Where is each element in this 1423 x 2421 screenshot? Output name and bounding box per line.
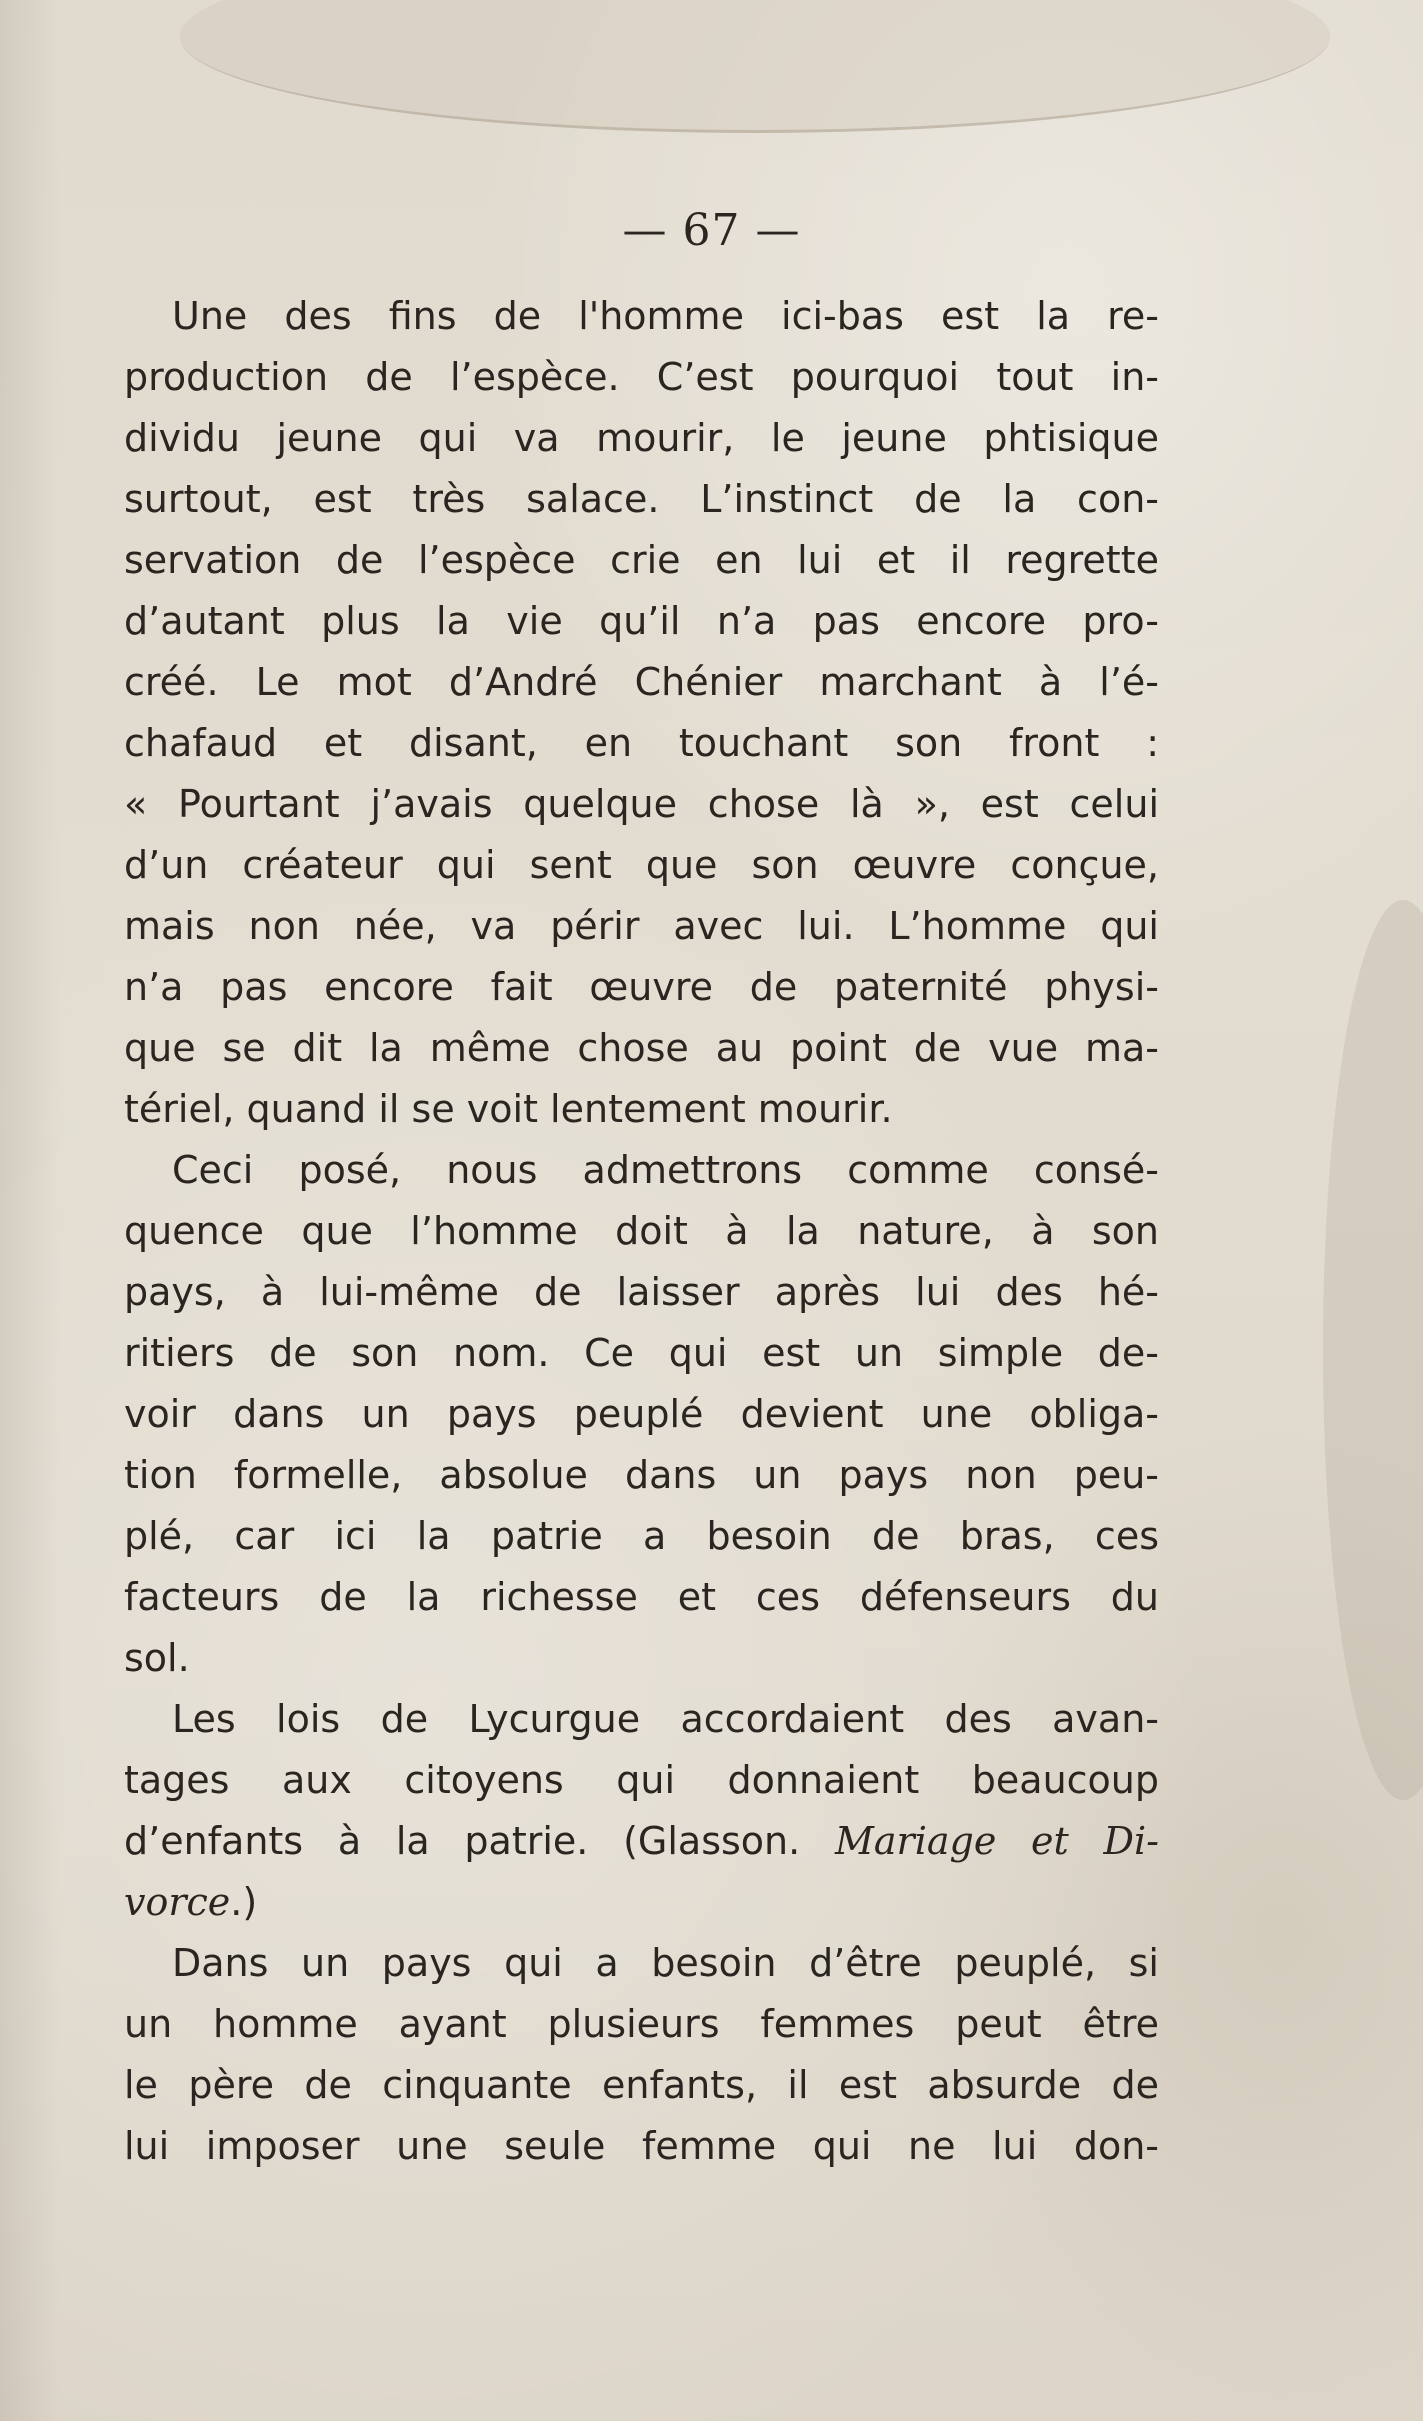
citation-title-end: vorce [124, 1880, 231, 1924]
text-line: Ceci posé, nous admettrons comme consé- [172, 1148, 1159, 1192]
citation-prefix: d’enfants à la patrie. (Glasson. [124, 1819, 801, 1863]
citation-close: .) [230, 1880, 258, 1924]
text-line: surtout, est très salace. L’instinct de la con- [124, 477, 1159, 521]
text-line: quence que l’homme doit à la nature, à son [124, 1209, 1159, 1253]
text-line: ritiers de son nom. Ce qui est un simple de- [124, 1331, 1159, 1375]
text-line-citation-end [124, 1872, 1159, 1933]
text-line: pays, à lui-même de laisser après lui des hé- [124, 1270, 1159, 1314]
text-line: que se dit la même chose au point de vue ma- [124, 1026, 1159, 1070]
text-line: tion formelle, absolue dans un pays non peu- [124, 1453, 1159, 1497]
text-line: créé. Le mot d’André Chénier marchant à l’é- [124, 660, 1159, 704]
paragraph-2 [124, 1140, 1159, 1689]
text-line: un homme ayant plusieurs femmes peut être [124, 2002, 1159, 2046]
paragraph-1 [124, 286, 1159, 1140]
page-number: — 67 — [622, 205, 801, 256]
text-line: d’un créateur qui sent que son œuvre conçue, [124, 843, 1159, 887]
paragraph-3 [124, 1689, 1159, 1933]
text-line: n’a pas encore fait œuvre de paternité physi- [124, 965, 1159, 1009]
text-line: Dans un pays qui a besoin d’être peuplé, si [172, 1941, 1159, 1985]
text-line: tériel, quand il se voit lentement mourir. [124, 1087, 893, 1131]
foxing-stain [1323, 900, 1423, 1800]
citation-title: Mariage et Di- [834, 1819, 1159, 1863]
water-stain [180, 0, 1330, 133]
text-line: Les lois de Lycurgue accordaient des avan- [172, 1697, 1159, 1741]
text-line: plé, car ici la patrie a besoin de bras, ces [124, 1514, 1159, 1558]
text-line: dividu jeune qui va mourir, le jeune phtisique [124, 416, 1159, 460]
paragraph-4 [124, 1933, 1159, 2177]
text-line-citation [124, 1811, 1159, 1872]
page-edge-shadow [0, 0, 60, 2421]
text-line: facteurs de la richesse et ces défenseurs du [124, 1575, 1159, 1619]
text-line: servation de l’espèce crie en lui et il regrette [124, 538, 1159, 582]
text-line: d’autant plus la vie qu’il n’a pas encore pro- [124, 599, 1159, 643]
text-line: production de l’espèce. C’est pourquoi tout in- [124, 355, 1159, 399]
text-line: sol. [124, 1636, 190, 1680]
text-line: « Pourtant j’avais quelque chose là », est celui [124, 782, 1159, 826]
text-line: voir dans un pays peuplé devient une obliga- [124, 1392, 1159, 1436]
body-text [124, 286, 1159, 2177]
text-line: lui imposer une seule femme qui ne lui don- [124, 2124, 1159, 2168]
text-line: chafaud et disant, en touchant son front : [124, 721, 1159, 765]
text-line: Une des fins de l'homme ici-bas est la re- [172, 294, 1159, 338]
text-line: mais non née, va périr avec lui. L’homme qui [124, 904, 1159, 948]
text-line: tages aux citoyens qui donnaient beaucoup [124, 1758, 1159, 1802]
text-line: le père de cinquante enfants, il est absurde de [124, 2063, 1159, 2107]
